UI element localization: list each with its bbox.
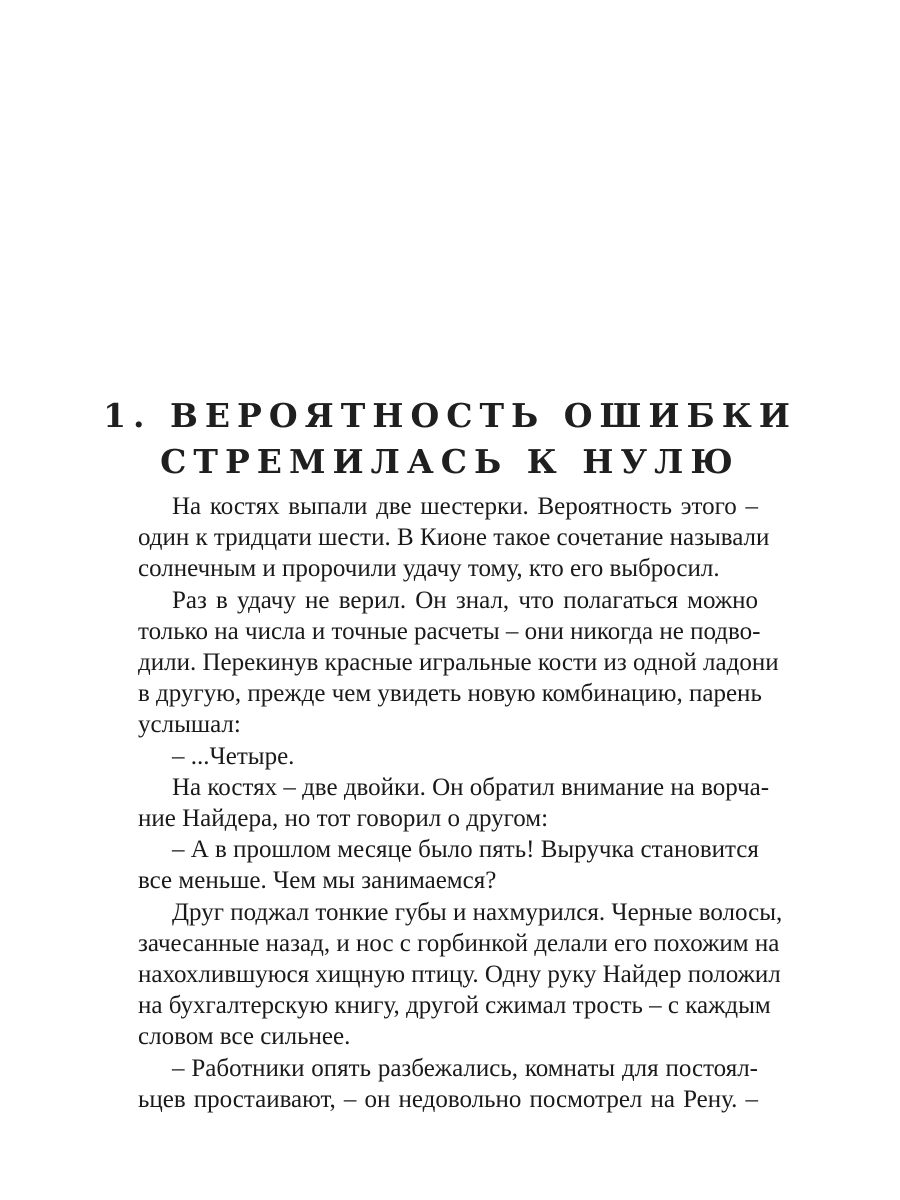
text-line: все меньше. Чем мы занимаемся?: [138, 867, 497, 895]
paragraph: [138, 741, 758, 772]
text-line: ьцев простаивают, – он недовольно посмотрел на Рену. –: [138, 1085, 758, 1113]
text-line: зачесанные назад, и нос с горбинкой делали его похожим на: [138, 929, 780, 957]
text-line: – А в прошлом месяце было пять! Выручка становится: [172, 836, 759, 864]
paragraph: [138, 772, 770, 834]
text-line: услышал:: [138, 711, 241, 739]
text-line: словом все сильнее.: [138, 1023, 351, 1051]
paragraph: [138, 1053, 758, 1115]
chapter-title-line-2: СТРЕМИЛАСЬ К НУЛЮ: [160, 442, 740, 481]
text-line: Раз в удачу не верил. Он знал, что полагаться можно: [172, 586, 758, 614]
text-line: ние Найдера, но тот говорил о другом:: [138, 805, 549, 833]
text-line: на бухгалтерскую книгу, другой сжимал трость – с каждым: [138, 992, 771, 1020]
paragraph: [138, 491, 770, 585]
paragraph: [138, 834, 758, 896]
text-line: один к тридцати шести. В Кионе такое сочетание называли: [138, 524, 770, 552]
chapter-title: [100, 393, 800, 485]
text-line: На костях выпали две шестерки. Вероятность этого –: [172, 493, 758, 520]
text-line: солнечным и пророчили удачу тому, кто его выбросил.: [138, 555, 720, 583]
body-text: [138, 491, 783, 1115]
text-line: Друг поджал тонкие губы и нахмурился. Черные волосы,: [172, 898, 783, 926]
text-line: нахохлившуюся хищную птицу. Одну руку Найдер положил: [138, 961, 781, 989]
text-line: – Работники опять разбежались, комнаты для постоял-: [172, 1054, 758, 1082]
text-line: На костях – две двойки. Он обратил внимание на ворча-: [172, 773, 770, 801]
text-line: только на числа и точные расчеты – они никогда не подво-: [138, 617, 761, 645]
text-line: дили. Перекинув красные игральные кости из одной ладони: [138, 649, 779, 677]
paragraph: [138, 585, 779, 741]
paragraph: [138, 897, 783, 1053]
text-line: – ...Четыре.: [172, 742, 295, 770]
chapter-title-line-1: 1. ВЕРОЯТНОСТЬ ОШИБКИ: [103, 396, 797, 435]
text-line: в другую, прежде чем увидеть новую комбинацию, парень: [138, 680, 762, 708]
